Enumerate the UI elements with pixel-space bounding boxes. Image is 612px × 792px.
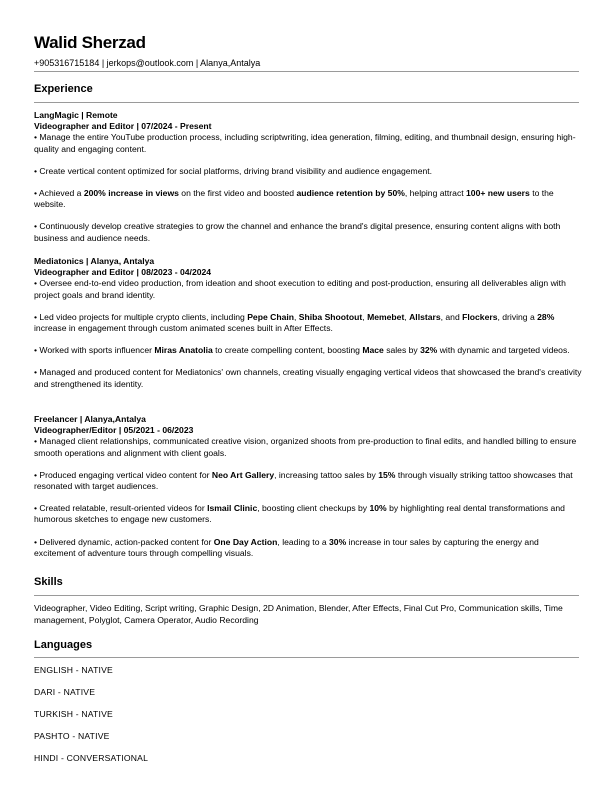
bullet-text: • Manage the entire YouTube production process, including scriptwriting, idea generation, filming, editing, and thumbnail design, ensuring high-quality and engaging content. [34, 132, 576, 154]
skills-heading: Skills [34, 576, 63, 588]
language-item: HINDI - CONVERSATIONAL [34, 753, 149, 763]
bullet-highlight: audience retention by 50% [296, 188, 405, 199]
experience-divider [34, 102, 579, 103]
job-bullets [34, 132, 582, 243]
bullet-text: increase in engagement through custom animated scenes built in After Effects. [34, 323, 333, 334]
bullet-text: • Achieved a [34, 188, 84, 199]
bullet-text: • Led video projects for multiple crypto clients, including [34, 311, 248, 322]
job-role: Videographer and Editor | 08/2023 - 04/2024 [34, 267, 212, 278]
bullet-point [34, 166, 582, 177]
job-company: Mediatonics | Alanya, Antalya [34, 256, 155, 266]
bullet-highlight: One Day Action [213, 536, 278, 547]
bullet-text: through visually striking tattoo showcases that resonated with target audiences. [34, 469, 573, 492]
bullet-text: , [404, 311, 410, 322]
bullet-text: • Worked with sports influencer [34, 345, 155, 356]
bullet-highlight: Memebet [367, 311, 405, 322]
bullet-highlight: Ismail Clinic [207, 503, 258, 514]
bullet-text: sales by [383, 345, 421, 356]
job-company: Freelancer | Alanya,Antalya [34, 414, 146, 424]
bullet-text: • Create vertical content optimized for social platforms, driving brand visibility and audience engagement. [34, 165, 433, 176]
bullet-text: to the website. [34, 188, 554, 210]
job-company: LangMagic | Remote [34, 110, 118, 120]
bullet-text: , [294, 311, 299, 322]
bullet-text: • Managed and produced content for Mediatonics' own channels, creating visually engaging vertical videos that showcased the brand's creativity and strengthened its identity. [34, 367, 582, 389]
bullet-point [34, 188, 582, 210]
bullet-point [34, 221, 582, 243]
bullet-highlight: Neo Art Gallery [211, 469, 275, 480]
bullet-highlight: 10% [369, 503, 387, 514]
bullet-text: , helping attract [404, 188, 467, 199]
bullet-highlight: Miras Anatolia [154, 345, 213, 356]
bullet-point [34, 345, 582, 356]
bullet-point [34, 278, 582, 300]
languages-heading: Languages [34, 639, 93, 651]
bullet-highlight: 32% [420, 345, 438, 356]
contact-line: +905316715184 | jerkops@outlook.com | Alanya,Antalya [34, 58, 261, 68]
bullet-text: • Created relatable, result-oriented videos for [34, 503, 208, 514]
bullet-text: , and [440, 311, 463, 322]
language-item: PASHTO - NATIVE [34, 731, 110, 741]
bullet-text: • Oversee end-to-end video production, from ideation and shoot execution to editing and post-production, ensuring all deliverables align with project goals and brand identity. [34, 278, 566, 300]
experience-heading: Experience [34, 83, 93, 95]
bullet-highlight: 200% increase in views [83, 188, 179, 199]
bullet-highlight: Pepe Chain [247, 311, 294, 322]
bullet-point [34, 436, 582, 458]
bullet-text: on the first video and boosted [178, 188, 297, 199]
bullet-highlight: 15% [378, 469, 396, 480]
bullet-highlight: 28% [537, 311, 555, 322]
job-role: Videographer/Editor | 05/2021 - 06/2023 [34, 425, 194, 436]
job-entry [34, 414, 582, 559]
bullet-point [34, 367, 582, 389]
job-bullets [34, 436, 582, 559]
header-divider [34, 71, 579, 72]
languages-divider [34, 657, 579, 658]
bullet-point [34, 503, 582, 525]
bullet-text: by highlighting real dental transformations and humorous sketches to engage new customers. [34, 503, 565, 525]
bullet-point [34, 312, 582, 334]
bullet-text: increase in tour sales by capturing the energy and excitement of adventure tours through compelling visuals. [34, 536, 539, 558]
bullet-text: , increasing tattoo sales by [274, 469, 379, 480]
bullet-highlight: Flockers [462, 311, 498, 322]
bullet-highlight: 100+ new users [466, 188, 530, 199]
bullet-text: • Managed client relationships, communicated creative vision, organized shoots from pre-production to final edits, and handled billing to ensure smooth operations and alignment with client goals. [34, 436, 577, 458]
bullet-point [34, 537, 582, 559]
skills-divider [34, 595, 579, 596]
job-entry [34, 256, 582, 390]
language-item: TURKISH - NATIVE [34, 709, 113, 719]
bullet-highlight: 30% [329, 536, 347, 547]
job-entry [34, 110, 582, 244]
language-item: DARI - NATIVE [34, 687, 96, 697]
bullet-highlight: Mace [362, 345, 384, 356]
bullet-text: , leading to a [277, 536, 330, 547]
bullet-point [34, 470, 582, 492]
bullet-text: • Delivered dynamic, action-packed content for [34, 536, 214, 547]
bullet-highlight: Shiba Shootout [298, 311, 363, 322]
skills-text: Videographer, Video Editing, Script writing, Graphic Design, 2D Animation, Blender, After Effects, Final Cut Pro, Communication skills, Time management, Polyglot, Camera Operator, Audio Recording [34, 603, 563, 625]
bullet-highlight: Allstars [409, 311, 441, 322]
bullet-text: , [362, 311, 368, 322]
bullet-text: • Continuously develop creative strategies to grow the channel and enhance the brand's digital presence, ensuring content aligns with both business and audience needs. [34, 221, 561, 243]
job-bullets [34, 278, 582, 389]
bullet-text: with dynamic and targeted videos. [437, 345, 570, 356]
bullet-text: • Produced engaging vertical video content for [34, 469, 212, 480]
job-role: Videographer and Editor | 07/2024 - Present [34, 121, 212, 132]
bullet-text: , driving a [497, 311, 538, 322]
candidate-name: Walid Sherzad [34, 33, 146, 52]
bullet-text: to create compelling content, boosting [212, 345, 363, 356]
bullet-point [34, 132, 582, 154]
bullet-text: , boosting client checkups by [257, 503, 370, 514]
language-item: ENGLISH - NATIVE [34, 665, 113, 675]
